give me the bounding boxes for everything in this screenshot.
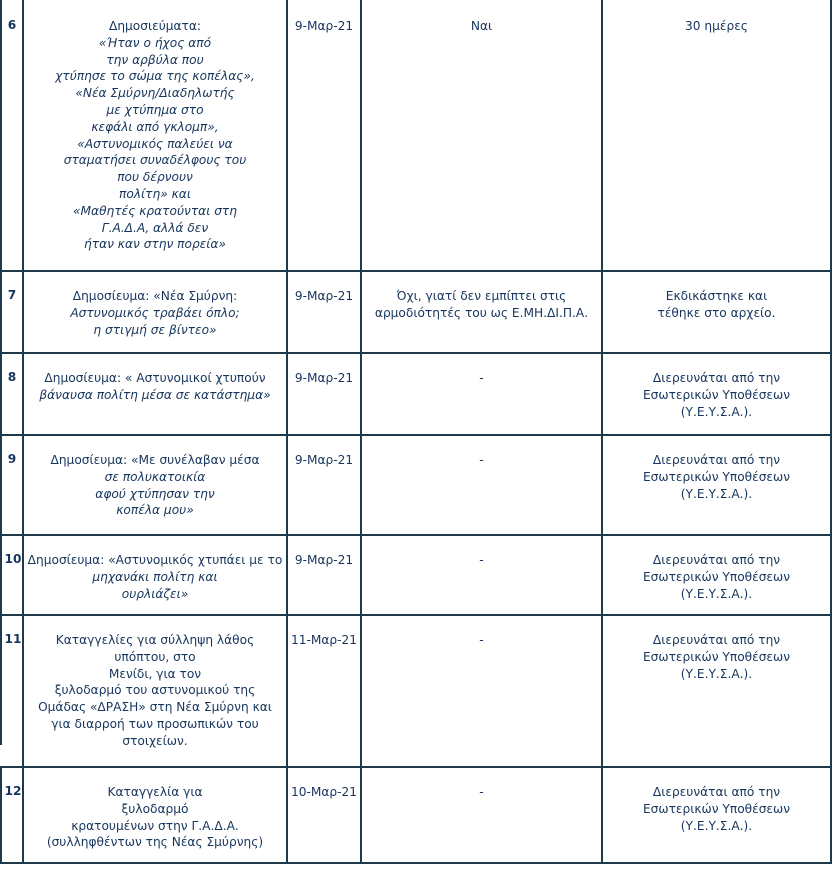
status-cell: [603, 784, 830, 834]
text-line: (συλληφθέντων της Νέας Σμύρνης): [46, 835, 264, 850]
text-line: κρατουμένων στην Γ.Α.Δ.Α.: [71, 818, 239, 833]
text-line: ήταν καν στην πορεία»: [84, 237, 226, 252]
text-line: Διερευνάται από την: [652, 785, 781, 799]
competence-cell: [362, 452, 601, 469]
text-line: σταματήσει συναδέλφους του: [63, 153, 247, 168]
competence-cell: [362, 288, 601, 322]
text-line: Ναι: [470, 19, 493, 33]
text-line: Ομάδας «ΔΡΑΣΗ» στη Νέα Σμύρνη και: [38, 700, 272, 715]
date-cell: 9-Μαρ-21: [294, 19, 354, 33]
date-cell: 10-Μαρ-21: [290, 785, 358, 799]
text-line: Διερευνάται από την: [652, 633, 781, 647]
row-divider: [0, 614, 832, 616]
text-line: ξυλοδαρμό: [121, 801, 189, 816]
text-line: τέθηκε στο αρχείο.: [657, 305, 776, 320]
row-number: 9: [7, 452, 17, 466]
text-line: Εσωτερικών Υποθέσεων: [642, 469, 791, 484]
text-line: «Ήταν ο ήχος από: [98, 35, 212, 50]
date-cell: 9-Μαρ-21: [294, 289, 354, 303]
competence-cell: [362, 552, 601, 569]
text-line: Καταγγελίες για σύλληψη λάθος: [55, 633, 255, 647]
text-line: Δημοσίευμα: «Αστυνομικός χτυπάει με το: [27, 553, 283, 567]
competence-cell: [362, 18, 601, 35]
text-line: αρμοδιότητές του ως Ε.ΜΗ.ΔΙ.Π.Α.: [374, 305, 589, 320]
text-line: χτύπησε το σώμα της κοπέλας»,: [55, 69, 255, 84]
text-line: Δημοσιεύματα:: [108, 19, 202, 33]
description-cell: [24, 18, 286, 253]
text-line: Δημοσίευμα: «Με συνέλαβαν μέσα: [50, 453, 260, 467]
competence-cell: [362, 370, 601, 387]
row-number: 12: [4, 784, 22, 798]
text-line: -: [479, 785, 484, 799]
row-number: 8: [7, 370, 17, 384]
description-cell: [24, 632, 286, 750]
row-divider: [0, 352, 832, 354]
text-line: Όχι, γιατί δεν εμπίπτει στις: [396, 289, 567, 303]
description-cell: [24, 784, 286, 851]
date-cell: 9-Μαρ-21: [294, 371, 354, 385]
row-number: 11: [4, 632, 22, 646]
text-line: -: [479, 633, 484, 647]
text-line: «Νέα Σμύρνη/Διαδηλωτής: [75, 86, 235, 101]
text-line: στοιχείων.: [122, 733, 188, 748]
text-line: Γ.Α.Δ.Α, αλλά δεν: [101, 220, 209, 235]
text-line: «Αστυνομικός παλεύει να: [77, 136, 233, 151]
column-divider: [360, 0, 362, 864]
text-line: αφού χτύπησαν την: [95, 486, 215, 501]
text-line: «Μαθητές κρατούνται στη: [73, 203, 237, 218]
text-line: Εσωτερικών Υποθέσεων: [642, 649, 791, 664]
column-divider: [601, 0, 603, 864]
text-line: κοπέλα μου»: [116, 503, 194, 518]
row-divider: [0, 534, 832, 536]
row-number: 10: [4, 552, 22, 566]
competence-cell: [362, 784, 601, 801]
text-line: (Υ.Ε.Υ.Σ.Α.).: [680, 666, 753, 681]
text-line: -: [479, 453, 484, 467]
text-line: Εσωτερικών Υποθέσεων: [642, 569, 791, 584]
column-divider: [0, 766, 2, 864]
text-line: Δημοσίευμα: «Νέα Σμύρνη:: [72, 289, 238, 303]
text-line: Μενίδι, για τον: [108, 666, 202, 681]
status-cell: [603, 452, 830, 502]
text-line: Διερευνάται από την: [652, 453, 781, 467]
competence-cell: [362, 632, 601, 649]
text-line: Αστυνομικός τραβάει όπλο;: [70, 305, 240, 320]
text-line: πολίτη» και: [119, 186, 191, 201]
text-line: Εκδικάστηκε και: [665, 289, 768, 303]
status-cell: [603, 288, 830, 322]
text-line: για διαρροή των προσωπικών του: [51, 716, 259, 731]
description-cell: [24, 452, 286, 519]
column-divider: [830, 0, 832, 864]
text-line: ουρλιάζει»: [121, 586, 189, 601]
text-line: Δημοσίευμα: « Αστυνομικοί χτυπούν: [44, 371, 266, 385]
status-cell: [603, 18, 830, 35]
text-line: (Υ.Ε.Υ.Σ.Α.).: [680, 818, 753, 833]
row-divider: [0, 434, 832, 436]
status-cell: [603, 370, 830, 420]
status-cell: [603, 552, 830, 602]
text-line: Εσωτερικών Υποθέσεων: [642, 387, 791, 402]
text-line: -: [479, 553, 484, 567]
row-number: 6: [7, 18, 17, 32]
text-line: η στιγμή σε βίντεο»: [93, 322, 217, 337]
text-line: -: [479, 371, 484, 385]
text-line: Διερευνάται από την: [652, 553, 781, 567]
description-cell: [24, 370, 286, 404]
description-cell: [24, 552, 286, 602]
text-line: υπόπτου, στο: [114, 649, 196, 664]
row-number: 7: [7, 288, 17, 302]
text-line: ξυλοδαρμό του αστυνομικού της: [54, 683, 256, 698]
description-cell: [24, 288, 286, 338]
column-divider: [286, 0, 288, 864]
row-divider: [0, 862, 832, 864]
date-cell: 11-Μαρ-21: [290, 633, 358, 647]
text-line: 30 ημέρες: [685, 19, 748, 33]
status-cell: [603, 632, 830, 682]
text-line: με χτύπημα στο: [106, 102, 204, 117]
text-line: την αρβύλα που: [106, 52, 204, 67]
text-line: κεφάλι από γκλομπ»,: [91, 119, 219, 134]
text-line: μηχανάκι πολίτη και: [92, 569, 218, 584]
text-line: βάναυσα πολίτη μέσα σε κατάστημα»: [39, 387, 271, 402]
text-line: (Υ.Ε.Υ.Σ.Α.).: [680, 404, 753, 419]
text-line: (Υ.Ε.Υ.Σ.Α.).: [680, 586, 753, 601]
row-divider: [0, 766, 832, 768]
text-line: σε πολυκατοικία: [104, 469, 206, 484]
text-line: (Υ.Ε.Υ.Σ.Α.).: [680, 486, 753, 501]
text-line: Καταγγελία για: [107, 785, 203, 799]
text-line: Διερευνάται από την: [652, 371, 781, 385]
text-line: που δέρνουν: [117, 170, 193, 185]
text-line: Εσωτερικών Υποθέσεων: [642, 801, 791, 816]
date-cell: 9-Μαρ-21: [294, 453, 354, 467]
date-cell: 9-Μαρ-21: [294, 553, 354, 567]
row-divider: [0, 270, 832, 272]
